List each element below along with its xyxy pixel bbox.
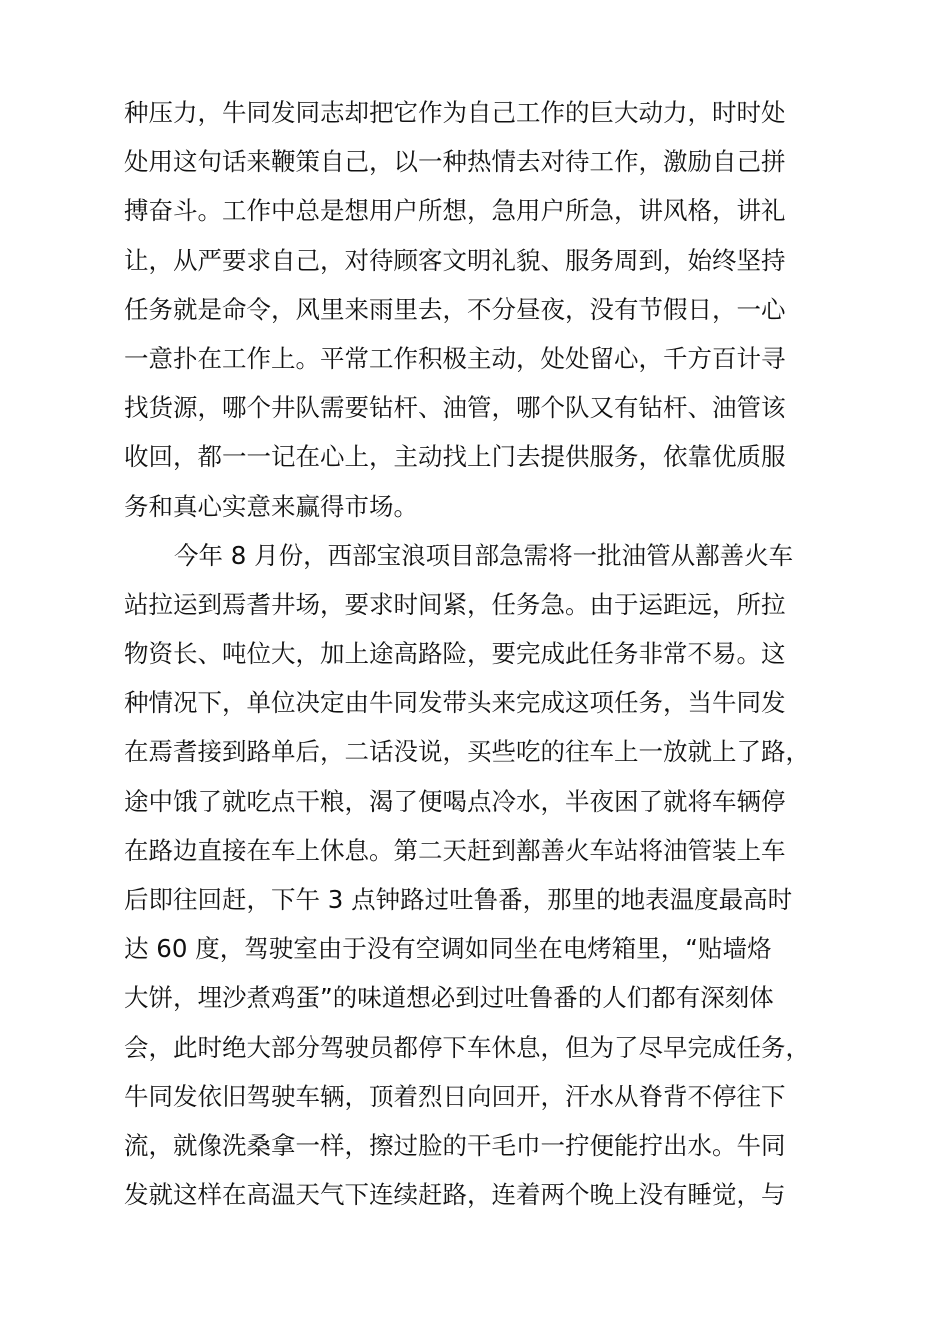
text-line: 在路边直接在车上休息。第二天赶到鄯善火车站将油管装上车 — [124, 835, 786, 865]
text-line: 流，就像洗桑拿一样，擦过脸的干毛巾一拧便能拧出水。牛同 — [124, 1130, 786, 1160]
text-line: 会，此时绝大部分驾驶员都停下车休息，但为了尽早完成任务， — [124, 1032, 810, 1062]
text-line: 物资长、吨位大，加上途高路险，要完成此任务非常不易。这 — [124, 639, 786, 669]
text-line: 途中饿了就吃点干粮，渴了便喝点冷水，半夜困了就将车辆停 — [124, 786, 786, 816]
text-line: 发就这样在高温天气下连续赶路，连着两个晚上没有睡觉，与 — [124, 1180, 786, 1210]
text-line: 收回，都一一记在心上，主动找上门去提供服务，依靠优质服 — [124, 442, 786, 472]
text-line: 务和真心实意来赢得市场。 — [124, 491, 418, 521]
text-line: 一意扑在工作上。平常工作积极主动，处处留心，千方百计寻 — [124, 343, 786, 373]
text-line: 站拉运到焉耆井场，要求时间紧，任务急。由于运距远，所拉 — [124, 589, 786, 619]
text-line: 达 60 度，驾驶室由于没有空调如同坐在电烤箱里，“贴墙烙 — [124, 934, 772, 964]
body-text — [124, 88, 834, 1219]
text-line: 牛同发依旧驾驶车辆，顶着烈日向回开，汗水从脊背不停往下 — [124, 1081, 786, 1111]
text-line: 搏奋斗。工作中总是想用户所想，急用户所急，讲风格，讲礼 — [124, 196, 786, 226]
text-line: 在焉耆接到路单后，二话没说，买些吃的往车上一放就上了路， — [124, 737, 810, 767]
text-line: 种压力，牛同发同志却把它作为自己工作的巨大动力，时时处 — [124, 98, 786, 127]
text-line: 大饼，埋沙煮鸡蛋”的味道想必到过吐鲁番的人们都有深刻体 — [124, 983, 774, 1013]
text-line: 让，从严要求自己，对待顾客文明礼貌、服务周到，始终坚持 — [124, 245, 786, 275]
text-line: 找货源，哪个井队需要钻杆、油管，哪个队又有钻杆、油管该 — [124, 393, 786, 423]
text-line: 后即往回赶，下午 3 点钟路过吐鲁番，那里的地表温度最高时 — [124, 885, 793, 914]
text-line: 任务就是命令，风里来雨里去，不分昼夜，没有节假日，一心 — [124, 294, 786, 324]
text-line: 处用这句话来鞭策自己，以一种热情去对待工作，激励自己拼 — [124, 147, 786, 177]
paragraph-first-line: 今年 8 月份，西部宝浪项目部急需将一批油管从鄯善火车 — [174, 540, 794, 570]
text-line: 种情况下，单位决定由牛同发带头来完成这项任务，当牛同发 — [124, 688, 786, 718]
